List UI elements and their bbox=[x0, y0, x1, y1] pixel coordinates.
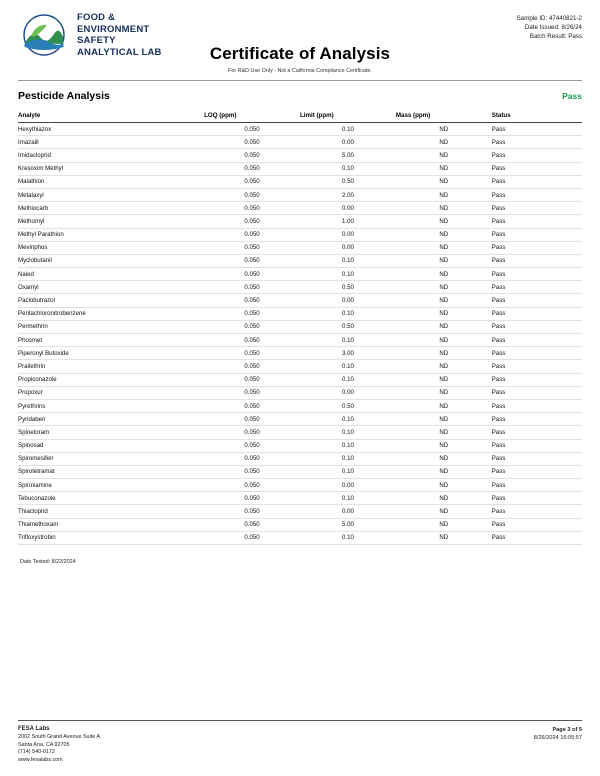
cell-limit: 0.10 bbox=[300, 268, 396, 281]
cell-limit: 0.10 bbox=[300, 307, 396, 320]
table-row bbox=[18, 413, 582, 426]
cell-analyte: Spinetoram bbox=[18, 426, 204, 439]
table-row bbox=[18, 399, 582, 412]
cell-status: Pass bbox=[492, 452, 582, 465]
cell-mass: ND bbox=[396, 294, 492, 307]
cell-limit: 0.10 bbox=[300, 123, 396, 136]
footer-phone: (714) 540-0172 bbox=[18, 749, 55, 755]
cell-status: Pass bbox=[492, 439, 582, 452]
cell-analyte: Methomyl bbox=[18, 215, 204, 228]
cell-analyte: Spiromesifen bbox=[18, 452, 204, 465]
cell-loq: 0.050 bbox=[204, 294, 300, 307]
date-issued: Date Issued: 8/26/24 bbox=[524, 24, 582, 31]
cell-limit: 3.00 bbox=[300, 347, 396, 360]
brand-line-4: ANALYTICAL LAB bbox=[77, 46, 162, 58]
footer-lab-name: FESA Labs bbox=[18, 725, 50, 732]
table-row bbox=[18, 426, 582, 439]
footer-divider bbox=[18, 720, 582, 721]
cell-status: Pass bbox=[492, 215, 582, 228]
cell-status: Pass bbox=[492, 175, 582, 188]
table-row bbox=[18, 228, 582, 241]
cell-loq: 0.050 bbox=[204, 452, 300, 465]
section-header bbox=[18, 90, 582, 102]
cell-mass: ND bbox=[396, 241, 492, 254]
cell-limit: 0.00 bbox=[300, 136, 396, 149]
cell-analyte: Methiocarb bbox=[18, 202, 204, 215]
cell-status: Pass bbox=[492, 465, 582, 478]
cell-status: Pass bbox=[492, 188, 582, 201]
cell-analyte: Hexythiazox bbox=[18, 123, 204, 136]
table-row bbox=[18, 518, 582, 531]
cell-limit: 0.10 bbox=[300, 162, 396, 175]
cell-analyte: Malathion bbox=[18, 175, 204, 188]
cell-loq: 0.050 bbox=[204, 531, 300, 544]
table-row bbox=[18, 149, 582, 162]
cell-loq: 0.050 bbox=[204, 188, 300, 201]
cell-analyte: Paclobutrazol bbox=[18, 294, 204, 307]
cell-analyte: Trifloxystrobin bbox=[18, 531, 204, 544]
cell-analyte: Spiroxamine bbox=[18, 479, 204, 492]
brand-line-1: FOOD & bbox=[77, 12, 116, 23]
cell-analyte: Permethrin bbox=[18, 320, 204, 333]
cell-mass: ND bbox=[396, 188, 492, 201]
cell-limit: 5.00 bbox=[300, 149, 396, 162]
cell-loq: 0.050 bbox=[204, 399, 300, 412]
cell-limit: 0.50 bbox=[300, 399, 396, 412]
cell-limit: 0.10 bbox=[300, 413, 396, 426]
page-footer bbox=[18, 720, 582, 765]
cell-limit: 0.00 bbox=[300, 386, 396, 399]
cell-loq: 0.050 bbox=[204, 123, 300, 136]
cell-status: Pass bbox=[492, 334, 582, 347]
cell-analyte: Tebuconazole bbox=[18, 492, 204, 505]
cell-mass: ND bbox=[396, 268, 492, 281]
lab-brand-text bbox=[77, 12, 162, 58]
footer-website[interactable]: www.fesalabs.com bbox=[18, 756, 63, 763]
table-row bbox=[18, 123, 582, 136]
section-title: Pesticide Analysis bbox=[18, 90, 110, 102]
cell-status: Pass bbox=[492, 373, 582, 386]
cell-loq: 0.050 bbox=[204, 492, 300, 505]
cell-limit: 0.10 bbox=[300, 439, 396, 452]
cell-status: Pass bbox=[492, 413, 582, 426]
cell-status: Pass bbox=[492, 399, 582, 412]
cell-mass: ND bbox=[396, 254, 492, 267]
cell-mass: ND bbox=[396, 505, 492, 518]
footer-address-line-2: Santa Ana, CA 92705 bbox=[18, 741, 70, 748]
table-row bbox=[18, 307, 582, 320]
cell-limit: 0.00 bbox=[300, 505, 396, 518]
table-row bbox=[18, 505, 582, 518]
cell-mass: ND bbox=[396, 439, 492, 452]
cell-mass: ND bbox=[396, 320, 492, 333]
cell-loq: 0.050 bbox=[204, 426, 300, 439]
cell-status: Pass bbox=[492, 320, 582, 333]
column-header-mass: Mass (ppm) bbox=[396, 112, 492, 123]
cell-analyte: Phosmet bbox=[18, 334, 204, 347]
cell-analyte: Thiacloprid bbox=[18, 505, 204, 518]
cell-limit: 0.00 bbox=[300, 202, 396, 215]
cell-status: Pass bbox=[492, 149, 582, 162]
table-row bbox=[18, 281, 582, 294]
cell-loq: 0.050 bbox=[204, 320, 300, 333]
cell-analyte: Pyridaben bbox=[18, 413, 204, 426]
cell-mass: ND bbox=[396, 123, 492, 136]
cell-loq: 0.050 bbox=[204, 281, 300, 294]
cell-mass: ND bbox=[396, 479, 492, 492]
cell-mass: ND bbox=[396, 307, 492, 320]
cell-status: Pass bbox=[492, 202, 582, 215]
table-row bbox=[18, 320, 582, 333]
cell-status: Pass bbox=[492, 228, 582, 241]
cell-loq: 0.050 bbox=[204, 175, 300, 188]
cell-analyte: Methyl Parathion bbox=[18, 228, 204, 241]
table-row bbox=[18, 215, 582, 228]
cell-mass: ND bbox=[396, 531, 492, 544]
table-header-row bbox=[18, 112, 582, 123]
cell-loq: 0.050 bbox=[204, 215, 300, 228]
cell-loq: 0.050 bbox=[204, 228, 300, 241]
cell-loq: 0.050 bbox=[204, 465, 300, 478]
cell-limit: 0.50 bbox=[300, 281, 396, 294]
cell-mass: ND bbox=[396, 347, 492, 360]
page-title: Certificate of Analysis bbox=[209, 44, 391, 63]
cell-loq: 0.050 bbox=[204, 307, 300, 320]
cell-status: Pass bbox=[492, 347, 582, 360]
cell-analyte: Kresoxim Methyl bbox=[18, 162, 204, 175]
pesticide-results-table bbox=[18, 112, 582, 545]
cell-status: Pass bbox=[492, 241, 582, 254]
cell-status: Pass bbox=[492, 518, 582, 531]
cell-analyte: Spirotetramat bbox=[18, 465, 204, 478]
cell-analyte: Oxamyl bbox=[18, 281, 204, 294]
cell-mass: ND bbox=[396, 228, 492, 241]
cell-mass: ND bbox=[396, 399, 492, 412]
header-divider bbox=[18, 80, 582, 81]
table-row bbox=[18, 188, 582, 201]
leaf-mountain-logo-icon bbox=[18, 14, 70, 56]
batch-result: Batch Result: Pass bbox=[529, 33, 582, 40]
table-row bbox=[18, 162, 582, 175]
cell-mass: ND bbox=[396, 175, 492, 188]
cell-mass: ND bbox=[396, 334, 492, 347]
date-tested: Date Tested: 8/22/2024 bbox=[20, 559, 76, 565]
sample-id: Sample ID: 47440821-2 bbox=[516, 15, 582, 22]
cell-loq: 0.050 bbox=[204, 479, 300, 492]
table-row bbox=[18, 492, 582, 505]
footer-page-info bbox=[534, 726, 582, 743]
cell-analyte: Thiamethoxam bbox=[18, 518, 204, 531]
cell-mass: ND bbox=[396, 426, 492, 439]
lab-brand bbox=[18, 12, 162, 58]
footer-address-line-1: 2002 South Grand Avenue Suite A bbox=[18, 734, 101, 740]
cell-analyte: Propoxur bbox=[18, 386, 204, 399]
cell-status: Pass bbox=[492, 307, 582, 320]
table-row bbox=[18, 386, 582, 399]
cell-limit: 0.10 bbox=[300, 373, 396, 386]
brand-line-2: ENVIRONMENT bbox=[77, 23, 150, 35]
cell-limit: 0.50 bbox=[300, 175, 396, 188]
brand-line-3: SAFETY bbox=[77, 35, 116, 46]
cell-limit: 0.00 bbox=[300, 228, 396, 241]
cell-mass: ND bbox=[396, 281, 492, 294]
cell-mass: ND bbox=[396, 465, 492, 478]
table-row bbox=[18, 479, 582, 492]
table-row bbox=[18, 334, 582, 347]
cell-limit: 0.10 bbox=[300, 360, 396, 373]
cell-loq: 0.050 bbox=[204, 268, 300, 281]
table-row bbox=[18, 531, 582, 544]
table-header bbox=[18, 112, 582, 123]
table-row bbox=[18, 294, 582, 307]
table-body bbox=[18, 123, 582, 545]
cell-limit: 0.10 bbox=[300, 254, 396, 267]
table-row bbox=[18, 202, 582, 215]
cell-status: Pass bbox=[492, 479, 582, 492]
cell-analyte: Metalaxyl bbox=[18, 188, 204, 201]
cell-status: Pass bbox=[492, 136, 582, 149]
table-row bbox=[18, 373, 582, 386]
cell-limit: 2.00 bbox=[300, 188, 396, 201]
cell-mass: ND bbox=[396, 518, 492, 531]
cell-loq: 0.050 bbox=[204, 241, 300, 254]
table-row bbox=[18, 439, 582, 452]
cell-loq: 0.050 bbox=[204, 202, 300, 215]
cell-status: Pass bbox=[492, 123, 582, 136]
cell-analyte: Spinosad bbox=[18, 439, 204, 452]
cell-analyte: Naled bbox=[18, 268, 204, 281]
cell-limit: 0.10 bbox=[300, 334, 396, 347]
sample-meta bbox=[517, 12, 582, 41]
cell-mass: ND bbox=[396, 452, 492, 465]
cell-status: Pass bbox=[492, 294, 582, 307]
cell-limit: 0.50 bbox=[300, 320, 396, 333]
cell-loq: 0.050 bbox=[204, 162, 300, 175]
cell-status: Pass bbox=[492, 360, 582, 373]
table-row bbox=[18, 241, 582, 254]
cell-mass: ND bbox=[396, 136, 492, 149]
column-header-limit: Limit (ppm) bbox=[300, 112, 396, 123]
section-status-badge: Pass bbox=[562, 91, 582, 101]
footer-lab-info bbox=[18, 726, 100, 765]
cell-limit: 0.10 bbox=[300, 426, 396, 439]
cell-limit: 0.00 bbox=[300, 479, 396, 492]
cell-analyte: Propiconazole bbox=[18, 373, 204, 386]
cell-limit: 0.10 bbox=[300, 452, 396, 465]
cell-limit: 0.10 bbox=[300, 492, 396, 505]
cell-loq: 0.050 bbox=[204, 439, 300, 452]
cell-mass: ND bbox=[396, 149, 492, 162]
page-subtitle: For R&D Use Only - Not a California Compliance Certificate. bbox=[228, 68, 372, 74]
cell-loq: 0.050 bbox=[204, 386, 300, 399]
cell-limit: 0.10 bbox=[300, 531, 396, 544]
cell-status: Pass bbox=[492, 281, 582, 294]
cell-loq: 0.050 bbox=[204, 136, 300, 149]
cell-loq: 0.050 bbox=[204, 505, 300, 518]
cell-analyte: Mevinphos bbox=[18, 241, 204, 254]
cell-loq: 0.050 bbox=[204, 518, 300, 531]
print-timestamp: 8/26/2024 16:05:57 bbox=[533, 735, 582, 741]
cell-status: Pass bbox=[492, 162, 582, 175]
column-header-analyte: Analyte bbox=[18, 112, 204, 123]
cell-limit: 5.00 bbox=[300, 518, 396, 531]
table-row bbox=[18, 136, 582, 149]
page-number: Page 3 of 5 bbox=[552, 726, 582, 733]
table-row bbox=[18, 452, 582, 465]
cell-mass: ND bbox=[396, 373, 492, 386]
table-row bbox=[18, 254, 582, 267]
cell-limit: 0.10 bbox=[300, 465, 396, 478]
table-row bbox=[18, 360, 582, 373]
cell-mass: ND bbox=[396, 386, 492, 399]
table-row bbox=[18, 175, 582, 188]
cell-analyte: Imazalil bbox=[18, 136, 204, 149]
cell-status: Pass bbox=[492, 531, 582, 544]
cell-status: Pass bbox=[492, 492, 582, 505]
cell-limit: 1.00 bbox=[300, 215, 396, 228]
cell-mass: ND bbox=[396, 492, 492, 505]
table-row bbox=[18, 347, 582, 360]
column-header-status: Status bbox=[492, 112, 582, 123]
column-header-loq: LOQ (ppm) bbox=[204, 112, 300, 123]
cell-analyte: Piperonyl Butoxide bbox=[18, 347, 204, 360]
cell-analyte: Prallethrin bbox=[18, 360, 204, 373]
cell-mass: ND bbox=[396, 360, 492, 373]
cell-mass: ND bbox=[396, 215, 492, 228]
cell-status: Pass bbox=[492, 386, 582, 399]
cell-analyte: Pentachloronitrobenzene bbox=[18, 307, 204, 320]
cell-status: Pass bbox=[492, 426, 582, 439]
cell-loq: 0.050 bbox=[204, 373, 300, 386]
cell-loq: 0.050 bbox=[204, 149, 300, 162]
cell-limit: 0.00 bbox=[300, 241, 396, 254]
cell-loq: 0.050 bbox=[204, 254, 300, 267]
table-row bbox=[18, 268, 582, 281]
cell-loq: 0.050 bbox=[204, 334, 300, 347]
cell-mass: ND bbox=[396, 202, 492, 215]
table-row bbox=[18, 465, 582, 478]
cell-loq: 0.050 bbox=[204, 347, 300, 360]
cell-loq: 0.050 bbox=[204, 413, 300, 426]
cell-status: Pass bbox=[492, 505, 582, 518]
cell-mass: ND bbox=[396, 162, 492, 175]
cell-mass: ND bbox=[396, 413, 492, 426]
cell-loq: 0.050 bbox=[204, 360, 300, 373]
cell-analyte: Imidacloprid bbox=[18, 149, 204, 162]
cell-analyte: Pyrethrins bbox=[18, 399, 204, 412]
cell-status: Pass bbox=[492, 268, 582, 281]
cell-analyte: Myclobutanil bbox=[18, 254, 204, 267]
cell-status: Pass bbox=[492, 254, 582, 267]
cell-limit: 0.00 bbox=[300, 294, 396, 307]
